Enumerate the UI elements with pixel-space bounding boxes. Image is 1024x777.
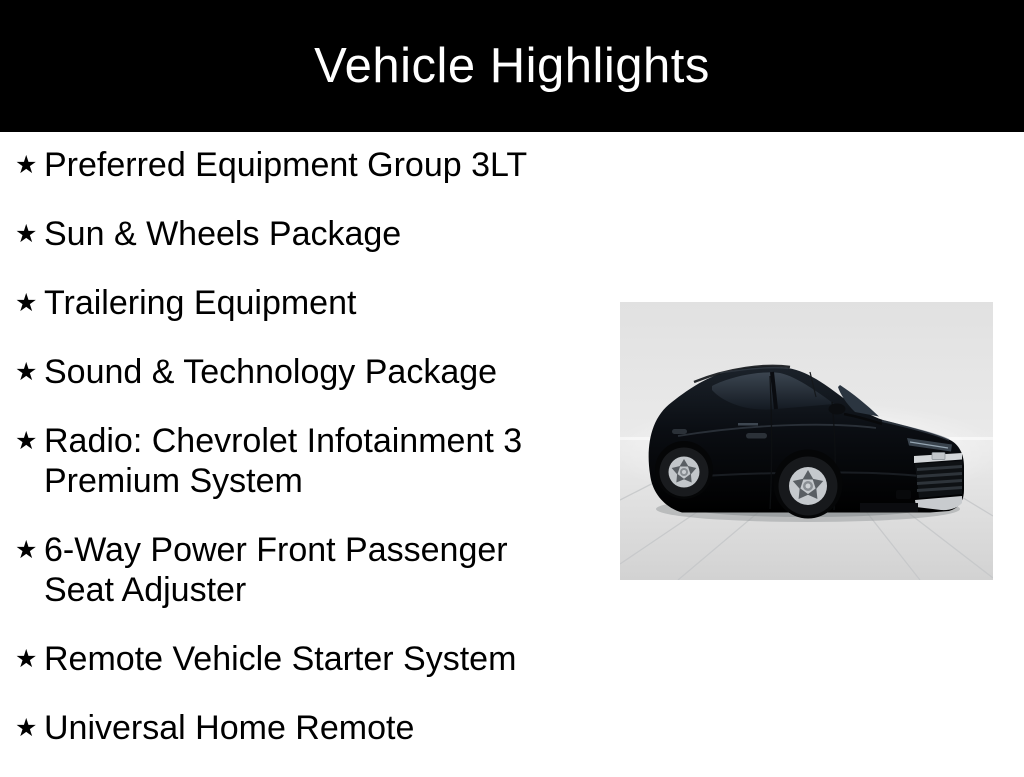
list-item-label: 6-Way Power Front Passenger Seat Adjuster [44,531,508,609]
star-bullet-icon: ★ [15,714,38,742]
list-item [15,283,560,323]
star-bullet-icon: ★ [15,427,38,455]
list-item-label: Universal Home Remote [44,709,415,747]
list-item [15,145,560,185]
star-bullet-icon: ★ [15,536,38,564]
list-item-label: Sound & Technology Package [44,353,498,391]
page-title: Vehicle Highlights [314,39,710,93]
star-bullet-icon: ★ [15,645,38,673]
list-item-label: Sun & Wheels Package [44,215,402,253]
list-item-label: Remote Vehicle Starter System [44,640,517,678]
list-item [15,639,560,679]
list-item-label: Radio: Chevrolet Infotainment 3 Premium System [44,422,523,500]
list-item [15,708,560,748]
list-item-label: Trailering Equipment [44,284,357,322]
list-item [15,352,560,392]
list-item [15,530,560,610]
star-bullet-icon: ★ [15,151,38,179]
star-bullet-icon: ★ [15,220,38,248]
star-bullet-icon: ★ [15,358,38,386]
star-bullet-icon: ★ [15,289,38,317]
list-item [15,421,560,501]
vehicle-photo [620,302,993,580]
list-item [15,214,560,254]
slide-header [0,0,1024,132]
list-item-label: Preferred Equipment Group 3LT [44,146,528,184]
black-suv-illustration [620,302,993,580]
highlights-list [15,145,560,777]
